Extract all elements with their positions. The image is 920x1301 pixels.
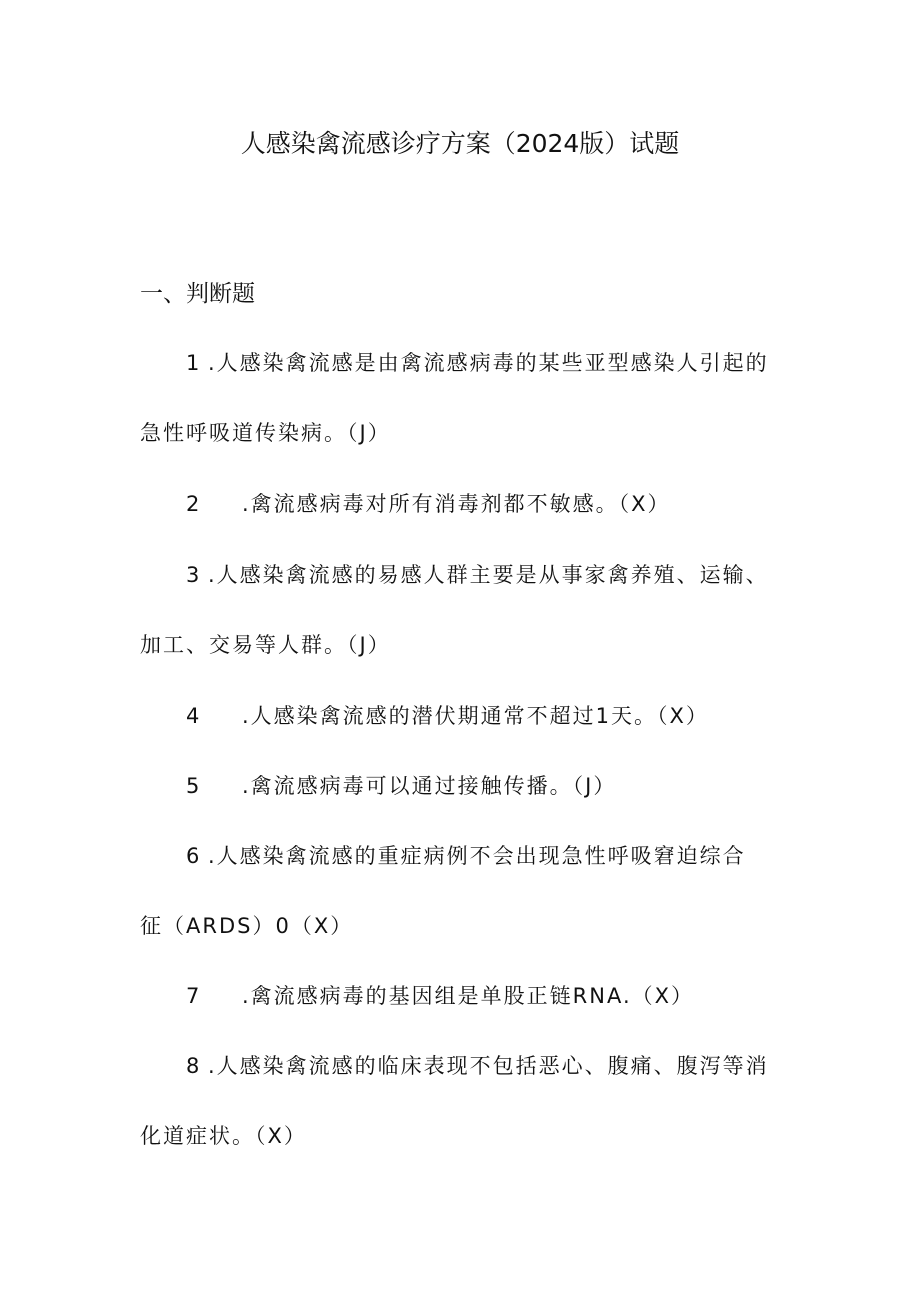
question-7-number: 7 (186, 984, 200, 1008)
question-7-text: .禽流感病毒的基因组是单股正链RNA.（X） (242, 984, 695, 1008)
question-3-number: 3 (186, 563, 200, 587)
question-5-number: 5 (186, 774, 200, 798)
question-4-line-1 (186, 698, 709, 734)
question-6-line-2: 征（ARDS）0（X） (140, 914, 354, 938)
question-4-text: .人感染禽流感的潜伏期通常不超过1天。（X） (242, 704, 709, 728)
document-title: 人感染禽流感诊疗方案（2024版）试题 (240, 129, 680, 158)
question-8-line-1 (186, 1048, 769, 1084)
question-2-line-1 (186, 486, 671, 522)
question-8-number: 8 (186, 1054, 200, 1078)
question-5-text: .禽流感病毒可以通过接触传播。（J） (242, 774, 617, 798)
question-3-line-1 (186, 557, 769, 593)
question-6-line-1 (186, 838, 746, 874)
question-1-line-1 (186, 345, 769, 381)
question-3-text: .人感染禽流感的易感人群主要是从事家禽养殖、运输、 (208, 563, 769, 587)
question-6-text: .人感染禽流感的重症病例不会出现急性呼吸窘迫综合 (208, 844, 746, 868)
question-2-text: .禽流感病毒对所有消毒剂都不敏感。（X） (242, 492, 671, 516)
question-3-line-2: 加工、交易等人群。（J） (140, 633, 391, 657)
question-6-number: 6 (186, 844, 200, 868)
question-1-line-2: 急性呼吸道传染病。（J） (140, 421, 391, 445)
question-8-line-2: 化道症状。（X） (140, 1124, 307, 1148)
section-heading: 一、判断题 (140, 281, 255, 307)
question-5-line-1 (186, 768, 616, 804)
question-2-number: 2 (186, 492, 200, 516)
question-7-line-1 (186, 978, 694, 1014)
question-8-text: .人感染禽流感的临床表现不包括恶心、腹痛、腹泻等消 (208, 1054, 769, 1078)
question-4-number: 4 (186, 704, 200, 728)
question-1-number: 1 (186, 351, 200, 375)
question-1-text: .人感染禽流感是由禽流感病毒的某些亚型感染人引起的 (208, 351, 769, 375)
